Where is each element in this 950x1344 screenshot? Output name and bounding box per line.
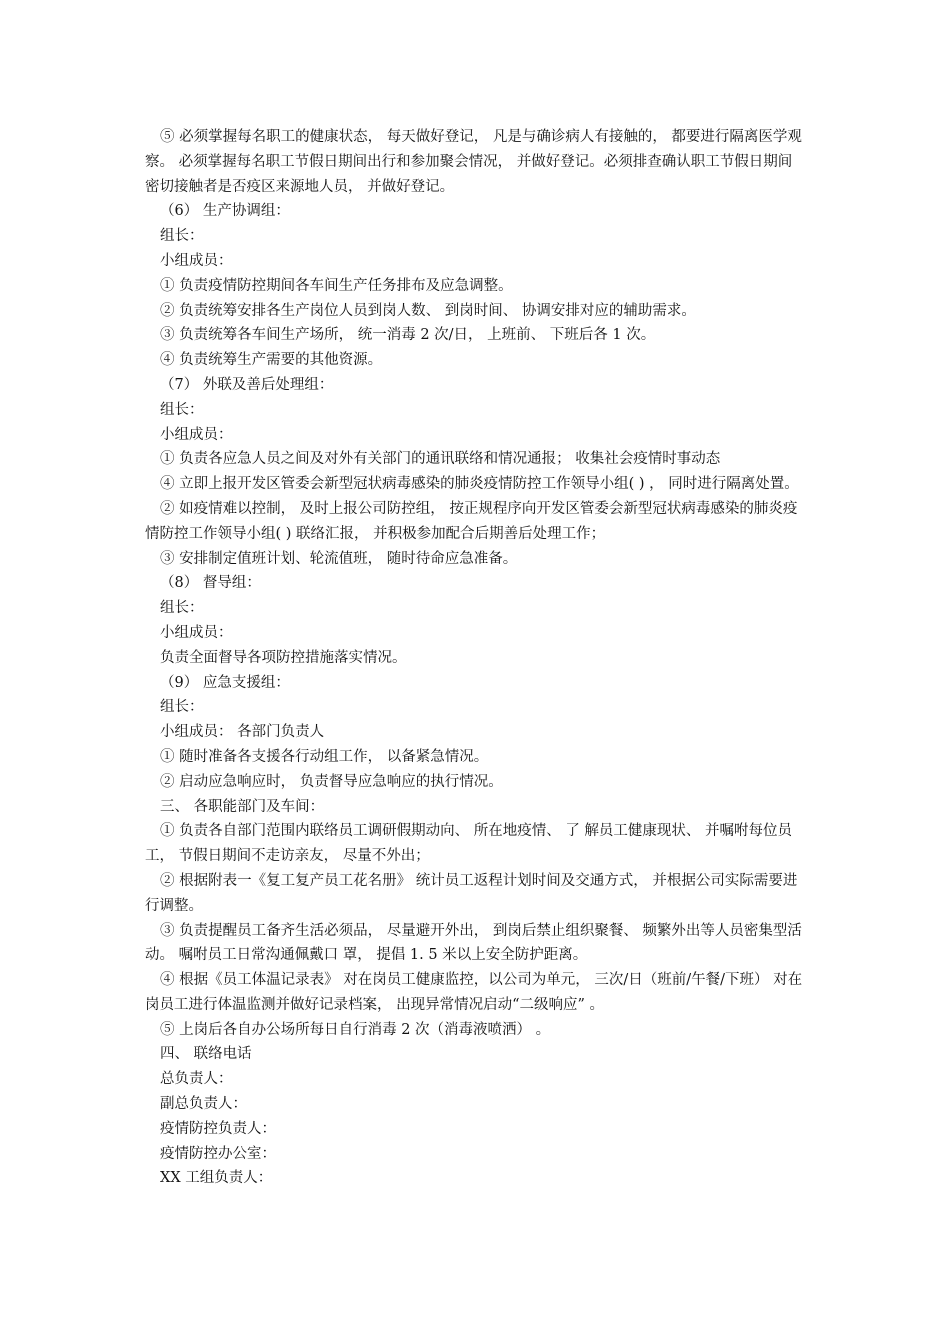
list-item: ① 负责各应急人员之间及对外有关部门的通讯联络和情况通报； 收集社会疫情时事动态 — [160, 451, 721, 468]
list-item: ④ 负责统筹生产需要的其他资源。 — [160, 352, 383, 369]
list-item: ② 负责统筹安排各生产岗位人员到岗人数、 到岗时间、 协调安排对应的辅助需求。 — [160, 302, 696, 319]
group-leader-label: 组长： — [160, 600, 204, 617]
list-item: ④ 根据《员工体温记录表》 对在岗员工健康监控，以公司为单元， 三次/日（班前/午餐/下班） 对在岗员工进行体温监测并做好记录档案， 出现异常情况启动“二级响应” 。 — [145, 972, 803, 1013]
group-members-label: 小组成员： — [160, 624, 233, 641]
list-item: ① 随时准备各支援各行动组工作， 以备紧急情况。 — [160, 748, 489, 765]
list-item: ① 负责各自部门范围内联络员工调研假期动向、 所在地疫情、 了 解员工健康现状、 并嘱咐每位员工， 节假日期间不走访亲友， 尽量不外出； — [145, 823, 793, 865]
list-item: ② 启动应急响应时， 负责督导应急响应的执行情况。 — [160, 773, 503, 790]
list-item: ③ 负责统筹各车间生产场所， 统一消毒 2 次/日， 上班前、 下班后各 1 次。 — [160, 327, 656, 344]
group-members-label: 小组成员： — [160, 426, 233, 443]
list-item: ③ 负责提醒员工备齐生活必须品， 尽量避开外出， 到岗后禁止组织聚餐、 频繁外出等人员密集型活动。 嘱咐员工日常沟通佩戴口 罩， 提倡 1. 5 米以上安全防护距离。 — [145, 922, 802, 964]
group-leader-label: 组长： — [160, 699, 204, 716]
group-leader-label: 组长： — [160, 228, 204, 245]
contact-line: XX 工组负责人： — [160, 1170, 273, 1187]
section-heading-contacts: 四、 联络电话 — [160, 1046, 252, 1063]
list-item: ② 根据附表一《复工复产员工花名册》 统计员工返程计划时间及交通方式， 并根据公司实际需要进行调整。 — [145, 872, 798, 914]
list-item: ④ 立即上报开发区管委会新型冠状病毒感染的肺炎疫情防控工作领导小组( ) ， 同时进行隔离处置。 — [160, 476, 799, 493]
heading-support-group: （9） 应急支援组： — [160, 674, 290, 691]
list-item: ① 负责疫情防控期间各车间生产任务排布及应急调整。 — [160, 277, 513, 294]
contact-line: 副总负责人： — [160, 1096, 247, 1113]
heading-production-group: （6） 生产协调组： — [160, 203, 290, 220]
group-leader-label: 组长： — [160, 401, 204, 418]
contact-line: 总负责人： — [160, 1071, 233, 1088]
group-members-label: 小组成员： — [160, 252, 233, 269]
document-body — [145, 125, 805, 1191]
contact-line: 疫情防控办公室： — [160, 1145, 276, 1162]
section-heading-departments: 三、 各职能部门及车间： — [160, 798, 325, 815]
heading-liaison-group: （7） 外联及善后处理组： — [160, 376, 334, 393]
heading-supervision-group: （8） 督导组： — [160, 575, 261, 592]
list-item: ⑤ 上岗后各自办公场所每日自行消毒 2 次（消毒液喷洒） 。 — [160, 1021, 551, 1038]
paragraph-item-5-health: ⑤ 必须掌握每名职工的健康状态， 每天做好登记， 凡是与确诊病人有接触的， 都要进行隔离医学观察。 必须掌握每名职工节假日期间出行和参加聚会情况， 并做好登记。必须排查确认职工节假日期间密切接触者是否疫区来源地人员， 并做好登记。 — [145, 129, 802, 195]
contact-line: 疫情防控负责人： — [160, 1120, 276, 1137]
list-item: ③ 安排制定值班计划、轮流值班， 随时待命应急准备。 — [160, 550, 518, 567]
list-item: ② 如疫情难以控制， 及时上报公司防控组， 按正规程序向开发区管委会新型冠状病毒感染的肺炎疫情防控工作领导小组( ) 联络汇报， 并积极参加配合后期善后处理工作； — [145, 500, 798, 542]
list-item: 负责全面督导各项防控措施落实情况。 — [160, 649, 407, 666]
group-members-label: 小组成员： 各部门负责人 — [160, 724, 325, 741]
